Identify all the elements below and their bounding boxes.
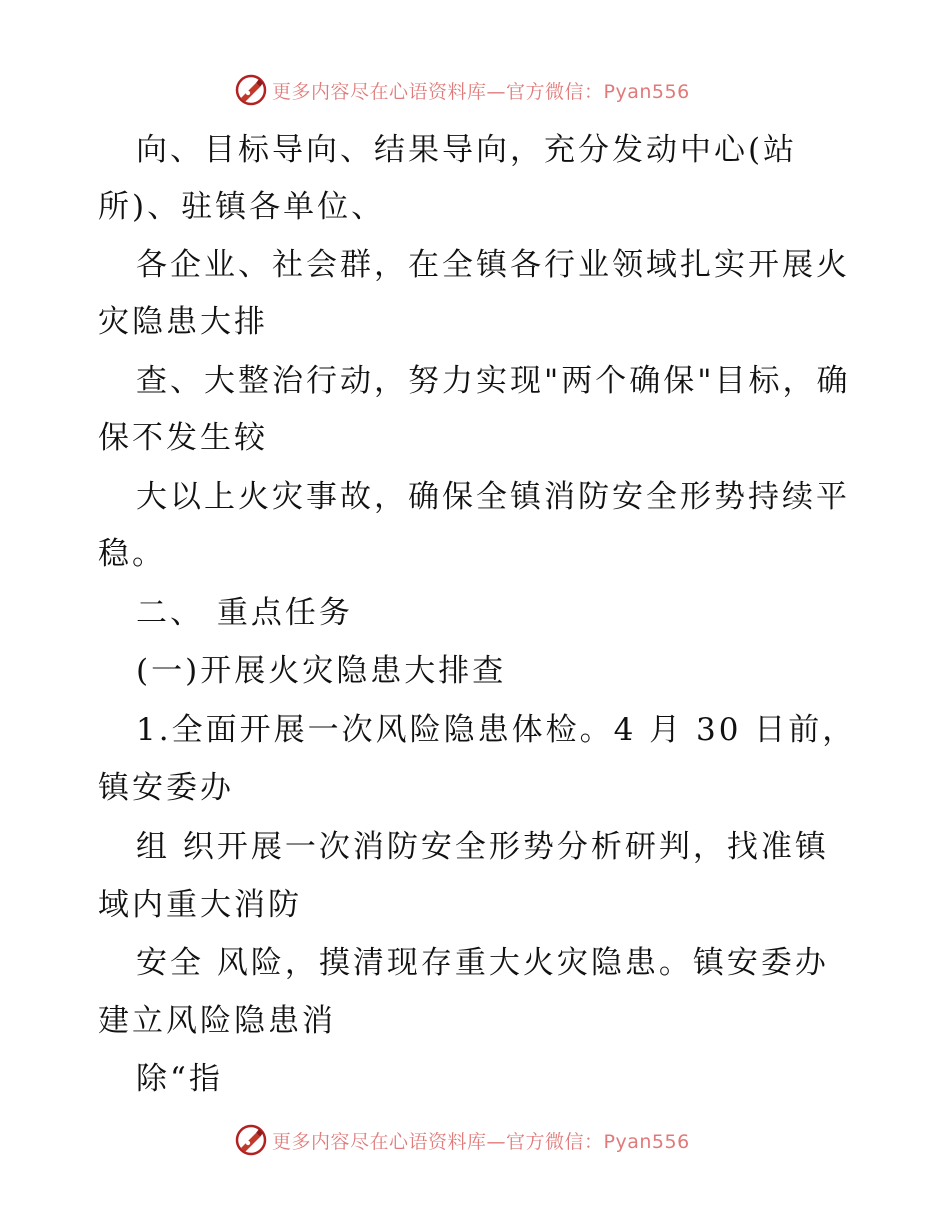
section-heading: 二、 重点任务 <box>136 595 353 631</box>
text-line: 1.全面开展一次风险隐患体检。4 月 30 日前， <box>136 712 857 748</box>
watermark-text: 更多内容尽在心语资料库—官方微信：Pyan556 <box>272 80 690 103</box>
text-line: 灾隐患大排 <box>98 304 268 340</box>
pen-logo-icon <box>234 1123 268 1157</box>
text-line: 各企业、社会群，在全镇各行业领域扎实开展火 <box>136 247 850 283</box>
text-line: 向、目标导向、结果导向，充分发动中心(站 <box>136 132 798 168</box>
watermark-footer <box>234 1122 690 1158</box>
text-line: 大以上火灾事故，确保全镇消防安全形势持续平 <box>136 479 850 515</box>
text-line: 组 织开展一次消防安全形势分析研判，找准镇 <box>136 829 829 865</box>
text-line: 查、大整治行动，努力实现"两个确保"目标，确 <box>136 363 851 399</box>
text-line: 稳。 <box>98 536 166 572</box>
text-line: 域内重大消防 <box>98 887 302 923</box>
text-line: 所)、驻镇各单位、 <box>98 189 386 225</box>
text-line: 镇安委办 <box>98 770 234 806</box>
text-line: 除“指 <box>136 1061 223 1097</box>
subsection-heading: (一)开展火灾隐患大排查 <box>136 653 507 689</box>
text-line: 安全 风险，摸清现存重大火灾隐患。镇安委办 <box>136 945 829 981</box>
watermark-text: 更多内容尽在心语资料库—官方微信：Pyan556 <box>272 1130 690 1153</box>
text-line: 保不发生较 <box>98 420 268 456</box>
text-line: 建立风险隐患消 <box>98 1003 336 1039</box>
